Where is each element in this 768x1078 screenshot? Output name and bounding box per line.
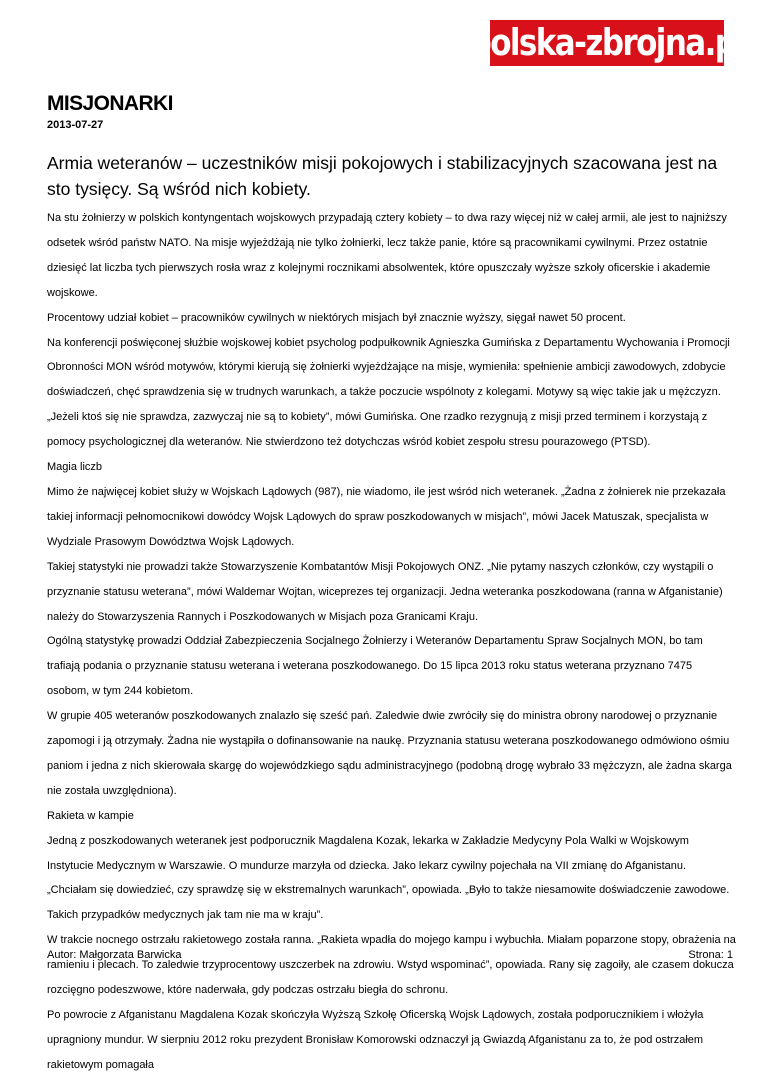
paragraph: Jedną z poszkodowanych weteranek jest podporucznik Magdalena Kozak, lekarka w Zakładzie Medycyny Pola Walki w Wojskowym Instytucie Medycznym w Warszawie. O mundurze marzyła od dziecka. Jako lekarz cywilny pojechała na VII zmianę do Afganistanu. „Chciałam się dowiedzieć, czy sprawdzę się w ekstremalnych warunkach”, opowiada. „Było to także niesamowite doświadczenie zawodowe. Takich przypadków medycznych jak tam nie ma w kraju”. [47, 834, 730, 922]
page-footer [47, 949, 733, 961]
paragraph: W grupie 405 weteranów poszkodowanych znalazło się sześć pań. Zaledwie dwie zwróciły się do ministra obrony narodowej o przyznanie zapomogi i ją otrzymały. Żadna nie wystąpiła o dofinansowanie na naukę. Przyznania statusu weterana poszkodowanego odmówiono ośmiu paniom i jedna z nich skierowała skargę do wojewódzkiego sądu administracyjnego (podobną drogę wybrało 33 mężczyzn, ale żadna skarga nie została uwzględniona). [47, 710, 732, 797]
logo-text: polska-zbrojna.pl [469, 21, 745, 65]
article-date: 2013-07-27 [47, 119, 104, 131]
section-heading: Rakieta w kampie [47, 809, 134, 822]
page-number: Strona: 1 [688, 949, 733, 961]
paragraph: „Jeżeli ktoś się nie sprawdza, zazwyczaj nie są to kobiety”, mówi Gumińska. One rzadko rezygnują z misji przed terminem i korzystają z pomocy psychologicznej dla weteranów. Nie stwierdzono też dotychczas wśród kobiet zespołu stresu pourazowego (PTSD). [47, 411, 708, 449]
paragraph: Takiej statystyki nie prowadzi także Stowarzyszenie Kombatantów Misji Pokojowych ONZ. „Nie pytamy naszych członków, czy wystąpili o przyznanie statusu weterana”, mówi Waldemar Wojtan, wiceprezes tej organizacji. Jedna weteranka poszkodowana (ranna w Afganistanie) należy do Stowarzyszenia Rannych i Poszkodowanych w Misjach poza Granicami Kraju. [47, 560, 723, 623]
paragraph: Na stu żołnierzy w polskich kontyngentach wojskowych przypadają cztery kobiety – to dwa razy więcej niż w całej armii, ale jest to najniższy odsetek wśród państw NATO. Na misje wyjeżdżają nie tylko żołnierki, lecz także panie, które są pracownikami cywilnymi. Przez ostatnie dziesięć lat liczba tych pierwszych rosła wraz z kolejnymi rocznikami absolwentek, które opuszczały wyższe szkoły oficerskie i akademie wojskowe. [47, 212, 727, 299]
author-line: Autor: Małgorzata Barwicka [47, 949, 182, 961]
article-body [47, 206, 737, 1078]
paragraph: Po powrocie z Afganistanu Magdalena Kozak skończyła Wyższą Szkołę Oficerską Wojsk Lądowych, została podporucznikiem i włożyła upragniony mundur. W sierpniu 2012 roku prezydent Bronisław Komorowski odznaczył ją Gwiazdą Afganistanu za to, że pod ostrzałem rakietowym pomagała [47, 1009, 704, 1071]
paragraph: Ogólną statystykę prowadzi Oddział Zabezpieczenia Socjalnego Żołnierzy i Weteranów Departamentu Spraw Socjalnych MON, bo tam trafiają podania o przyznanie statusu weterana i weterana poszkodowanego. Do 15 lipca 2013 roku status weterana przyznano 7475 osobom, w tym 244 kobietom. [47, 635, 703, 698]
section-heading: Magia liczb [47, 461, 103, 474]
paragraph: Na konferencji poświęconej służbie wojskowej kobiet psycholog podpułkownik Agnieszka Gumińska z Departamentu Wychowania i Promocji Obronności MON wśród motywów, którymi kierują się żołnierki wyjeżdżające na misje, wymieniła: spełnienie ambicji zawodowych, zdobycie doświadczeń, chęć sprawdzenia się w trudnych warunkach, a także poczucie wspólnoty z kolegami. Motywy są więc takie jak u mężczyzn. [47, 336, 730, 399]
paragraph: W trakcie nocnego ostrzału rakietowego została ranna. „Rakieta wpadła do mojego kampu i wybuchła. Miałam poparzone stopy, obrażenia na ramieniu i plecach. To zaledwie trzyprocentowy uszczerbek na zdrowiu. Wstyd wspominać”, opowiada. Rany się zagoiły, ale czasem dokucza rozcięgno podeszwowe, które naderwała, gdy podczas ostrzału biegła do schronu. [47, 934, 736, 997]
article-lead: Armia weteranów – uczestników misji pokojowych i stabilizacyjnych szacowana jest na sto tysięcy. Są wśród nich kobiety. [47, 153, 718, 199]
paragraph: Procentowy udział kobiet – pracowników cywilnych w niektórych misjach był znacznie wyższy, sięgał nawet 50 procent. [47, 311, 626, 324]
article-title: MISJONARKI [47, 92, 173, 115]
paragraph: Mimo że najwięcej kobiet służy w Wojskach Lądowych (987), nie wiadomo, ile jest wśród nich weteranek. „Żadna z żołnierek nie przekazała takiej informacji pełnomocnikowi dowódcy Wojsk Lądowych do spraw poszkodowanych w misjach”, mówi Jacek Matuszak, specjalista w Wydziale Prasowym Dowództwa Wojsk Lądowych. [47, 485, 726, 548]
site-logo[interactable] [469, 20, 745, 66]
